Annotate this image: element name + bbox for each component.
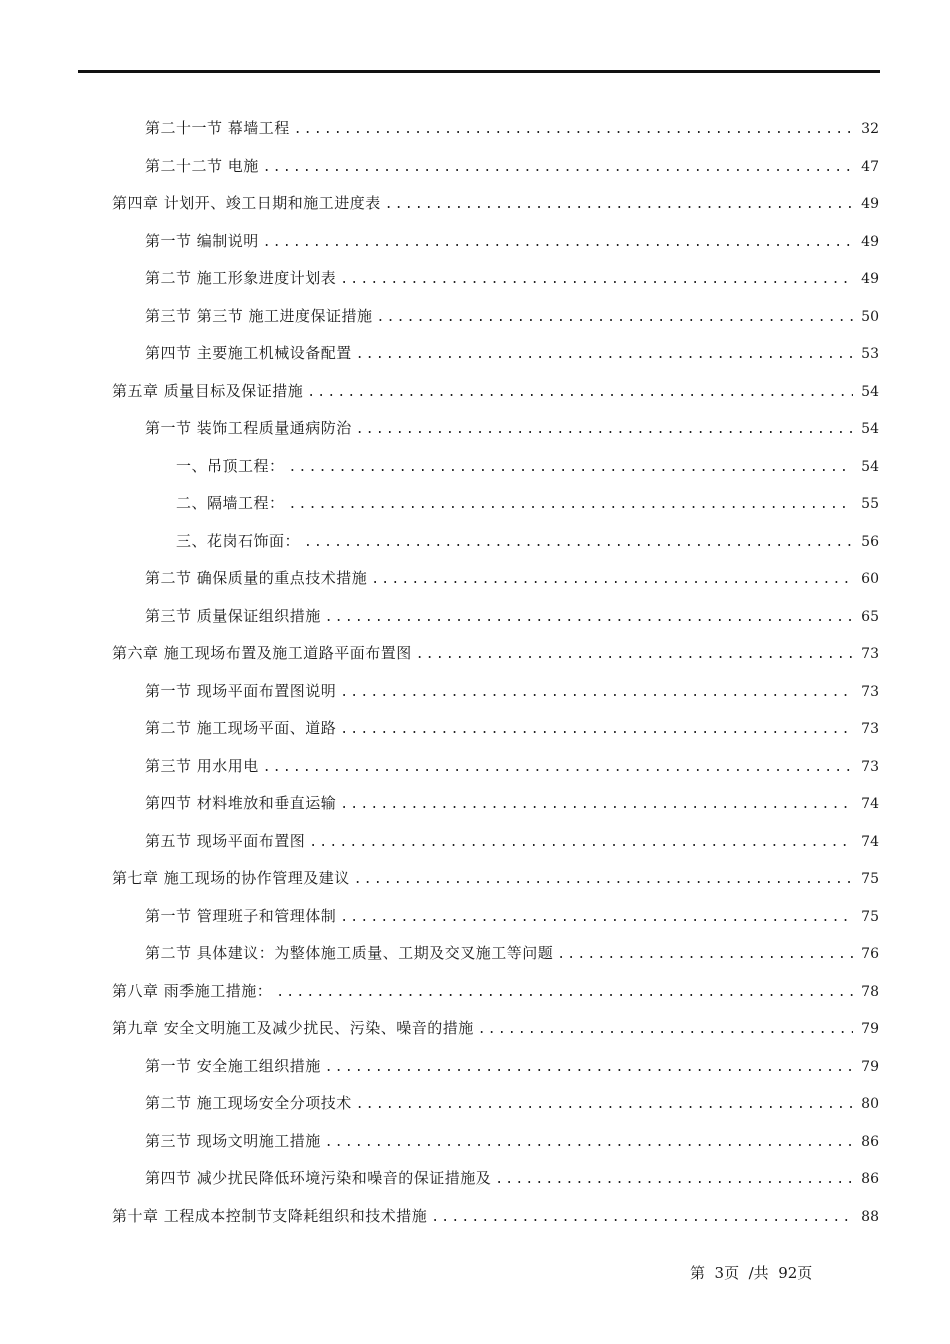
toc-dot-leader — [263, 756, 853, 780]
toc-dot-leader — [325, 1131, 853, 1155]
toc-entry[interactable] — [145, 566, 879, 590]
toc-entry-title: 第一节 编制说明 — [145, 231, 259, 250]
toc-entry[interactable] — [145, 829, 879, 853]
toc-dot-leader — [385, 193, 853, 217]
toc-entry-title: 三、花岗石饰面： — [176, 531, 301, 550]
toc-dot-leader — [377, 306, 853, 330]
toc-entry[interactable] — [112, 379, 879, 403]
toc-entry[interactable] — [112, 866, 879, 890]
toc-entry[interactable] — [176, 529, 879, 553]
toc-entry[interactable] — [145, 604, 879, 628]
toc-entry-page: 49 — [861, 196, 879, 212]
toc-entry-title: 第二十二节 电施 — [145, 156, 259, 175]
toc-entry-title: 第九章 安全文明施工及减少扰民、污染、噪音的措施 — [112, 1019, 474, 1037]
toc-entry-page: 60 — [861, 571, 879, 587]
toc-entry-page: 73 — [861, 721, 879, 737]
toc-entry[interactable] — [145, 116, 879, 140]
toc-dot-leader — [557, 943, 853, 967]
toc-entry-page: 73 — [861, 758, 879, 775]
toc-entry-title: 第一节 现场平面布置图说明 — [145, 681, 337, 700]
toc-entry[interactable] — [145, 716, 879, 740]
toc-dot-leader — [354, 868, 853, 892]
toc-entry-title: 一、吊顶工程： — [176, 456, 285, 475]
toc-entry-page: 76 — [861, 946, 879, 962]
toc-entry[interactable] — [145, 679, 879, 703]
toc-dot-leader — [340, 718, 853, 742]
toc-entry[interactable] — [145, 1091, 879, 1115]
toc-entry-page: 88 — [861, 1208, 879, 1225]
toc-entry-title: 第二十一节 幕墙工程 — [145, 119, 290, 137]
toc-entry[interactable] — [145, 1129, 879, 1153]
toc-entry-title: 二、隔墙工程： — [176, 494, 285, 512]
toc-entry-title: 第四节 主要施工机械设备配置 — [145, 344, 352, 362]
toc-entry-title: 第一节 安全施工组织措施 — [145, 1056, 321, 1075]
toc-entry-page: 78 — [861, 983, 879, 1000]
toc-dot-leader — [340, 268, 853, 292]
toc-entry[interactable] — [145, 754, 879, 778]
toc-entry[interactable] — [145, 416, 879, 440]
toc-entry-title: 第五章 质量目标及保证措施 — [112, 381, 304, 400]
toc-dot-leader — [340, 681, 853, 705]
toc-entry-title: 第十章 工程成本控制节支降耗组织和技术措施 — [112, 1206, 428, 1225]
toc-entry-page: 55 — [861, 496, 879, 512]
toc-dot-leader — [263, 156, 853, 180]
toc-entry-title: 第二节 确保质量的重点技术措施 — [145, 569, 368, 587]
toc-entry[interactable] — [145, 1166, 879, 1190]
toc-entry-title: 第六章 施工现场布置及施工道路平面布置图 — [112, 644, 412, 662]
toc-entry-page: 49 — [861, 271, 879, 287]
toc-entry-page: 47 — [861, 158, 879, 175]
toc-dot-leader — [325, 1056, 853, 1080]
toc-entry-page: 54 — [861, 421, 879, 437]
toc-entry-title: 第四节 减少扰民降低环境污染和噪音的保证措施及 — [145, 1169, 492, 1187]
toc-entry-title: 第八章 雨季施工措施： — [112, 981, 273, 1000]
toc-dot-leader — [263, 231, 853, 255]
toc-entry-page: 74 — [861, 833, 879, 850]
toc-entry[interactable] — [112, 1016, 879, 1040]
toc-entry-page: 80 — [861, 1096, 879, 1112]
toc-entry-title: 第三节 现场文明施工措施 — [145, 1131, 321, 1150]
toc-dot-leader — [416, 643, 853, 667]
toc-dot-leader — [276, 981, 853, 1005]
toc-entry-title: 第三节 用水用电 — [145, 756, 259, 775]
toc-entry-title: 第二节 施工现场安全分项技术 — [145, 1094, 352, 1112]
toc-entry-page: 79 — [861, 1021, 879, 1037]
toc-entry-title: 第二节 施工现场平面、道路 — [145, 719, 337, 737]
toc-dot-leader — [289, 493, 853, 517]
toc-entry-title: 第三节 质量保证组织措施 — [145, 606, 321, 625]
toc-entry-page: 73 — [861, 683, 879, 700]
toc-entry-page: 79 — [861, 1058, 879, 1075]
toc-entry-page: 75 — [861, 908, 879, 925]
toc-entry-page: 49 — [861, 233, 879, 250]
toc-dot-leader — [495, 1168, 853, 1192]
toc-entry[interactable] — [112, 191, 879, 215]
toc-entry-page: 65 — [861, 608, 879, 625]
toc-entry[interactable] — [145, 1054, 879, 1078]
toc-entry-page: 32 — [861, 121, 879, 137]
toc-dot-leader — [309, 831, 853, 855]
toc-entry-page: 50 — [861, 308, 879, 325]
toc-entry-page: 56 — [861, 533, 879, 550]
toc-dot-leader — [356, 1093, 853, 1117]
toc-dot-leader — [356, 343, 853, 367]
toc-dot-leader — [356, 418, 853, 442]
toc-dot-leader — [307, 381, 853, 405]
toc-dot-leader — [294, 118, 853, 142]
toc-entry[interactable] — [112, 641, 879, 665]
toc-entry-title: 第二节 施工形象进度计划表 — [145, 269, 337, 287]
toc-entry-title: 第一节 装饰工程质量通病防治 — [145, 419, 352, 437]
toc-entry-page: 54 — [861, 383, 879, 400]
toc-entry-title: 第三节 第三节 施工进度保证措施 — [145, 306, 373, 325]
toc-entry[interactable] — [176, 491, 879, 515]
toc-entry-page: 54 — [861, 458, 879, 475]
toc-entry[interactable] — [145, 904, 879, 928]
page-number-footer: 第 3页 /共 92页 — [690, 1264, 813, 1282]
toc-entry-title: 第一节 管理班子和管理体制 — [145, 906, 337, 925]
toc-entry-title: 第四章 计划开、竣工日期和施工进度表 — [112, 194, 381, 212]
toc-entry[interactable] — [145, 791, 879, 815]
toc-entry[interactable] — [145, 154, 879, 178]
toc-entry[interactable] — [145, 341, 879, 365]
toc-entry-title: 第四节 材料堆放和垂直运输 — [145, 794, 337, 812]
toc-dot-leader — [371, 568, 853, 592]
header-rule — [78, 70, 880, 73]
toc-dot-leader — [340, 793, 853, 817]
toc-entry-page: 86 — [861, 1133, 879, 1150]
toc-entry[interactable] — [112, 1204, 879, 1228]
toc-dot-leader — [325, 606, 853, 630]
toc-entry-title: 第七章 施工现场的协作管理及建议 — [112, 869, 350, 887]
toc-entry-title: 第二节 具体建议：为整体施工质量、工期及交叉施工等问题 — [145, 944, 554, 962]
toc-entry[interactable] — [145, 229, 879, 253]
toc-dot-leader — [340, 906, 853, 930]
toc-entry[interactable] — [112, 979, 879, 1003]
toc-dot-leader — [304, 531, 853, 555]
toc-entry[interactable] — [176, 454, 879, 478]
toc-entry-page: 53 — [861, 346, 879, 362]
toc-entry[interactable] — [145, 304, 879, 328]
toc-dot-leader — [478, 1018, 853, 1042]
toc-dot-leader — [289, 456, 853, 480]
toc-entry-page: 73 — [861, 646, 879, 662]
toc-entry-page: 86 — [861, 1171, 879, 1187]
toc-dot-leader — [431, 1206, 853, 1230]
toc-entry-title: 第五节 现场平面布置图 — [145, 831, 306, 850]
toc-entry-page: 75 — [861, 871, 879, 887]
toc-entry-page: 74 — [861, 796, 879, 812]
toc-entry[interactable] — [145, 266, 879, 290]
toc-entry[interactable] — [145, 941, 879, 965]
